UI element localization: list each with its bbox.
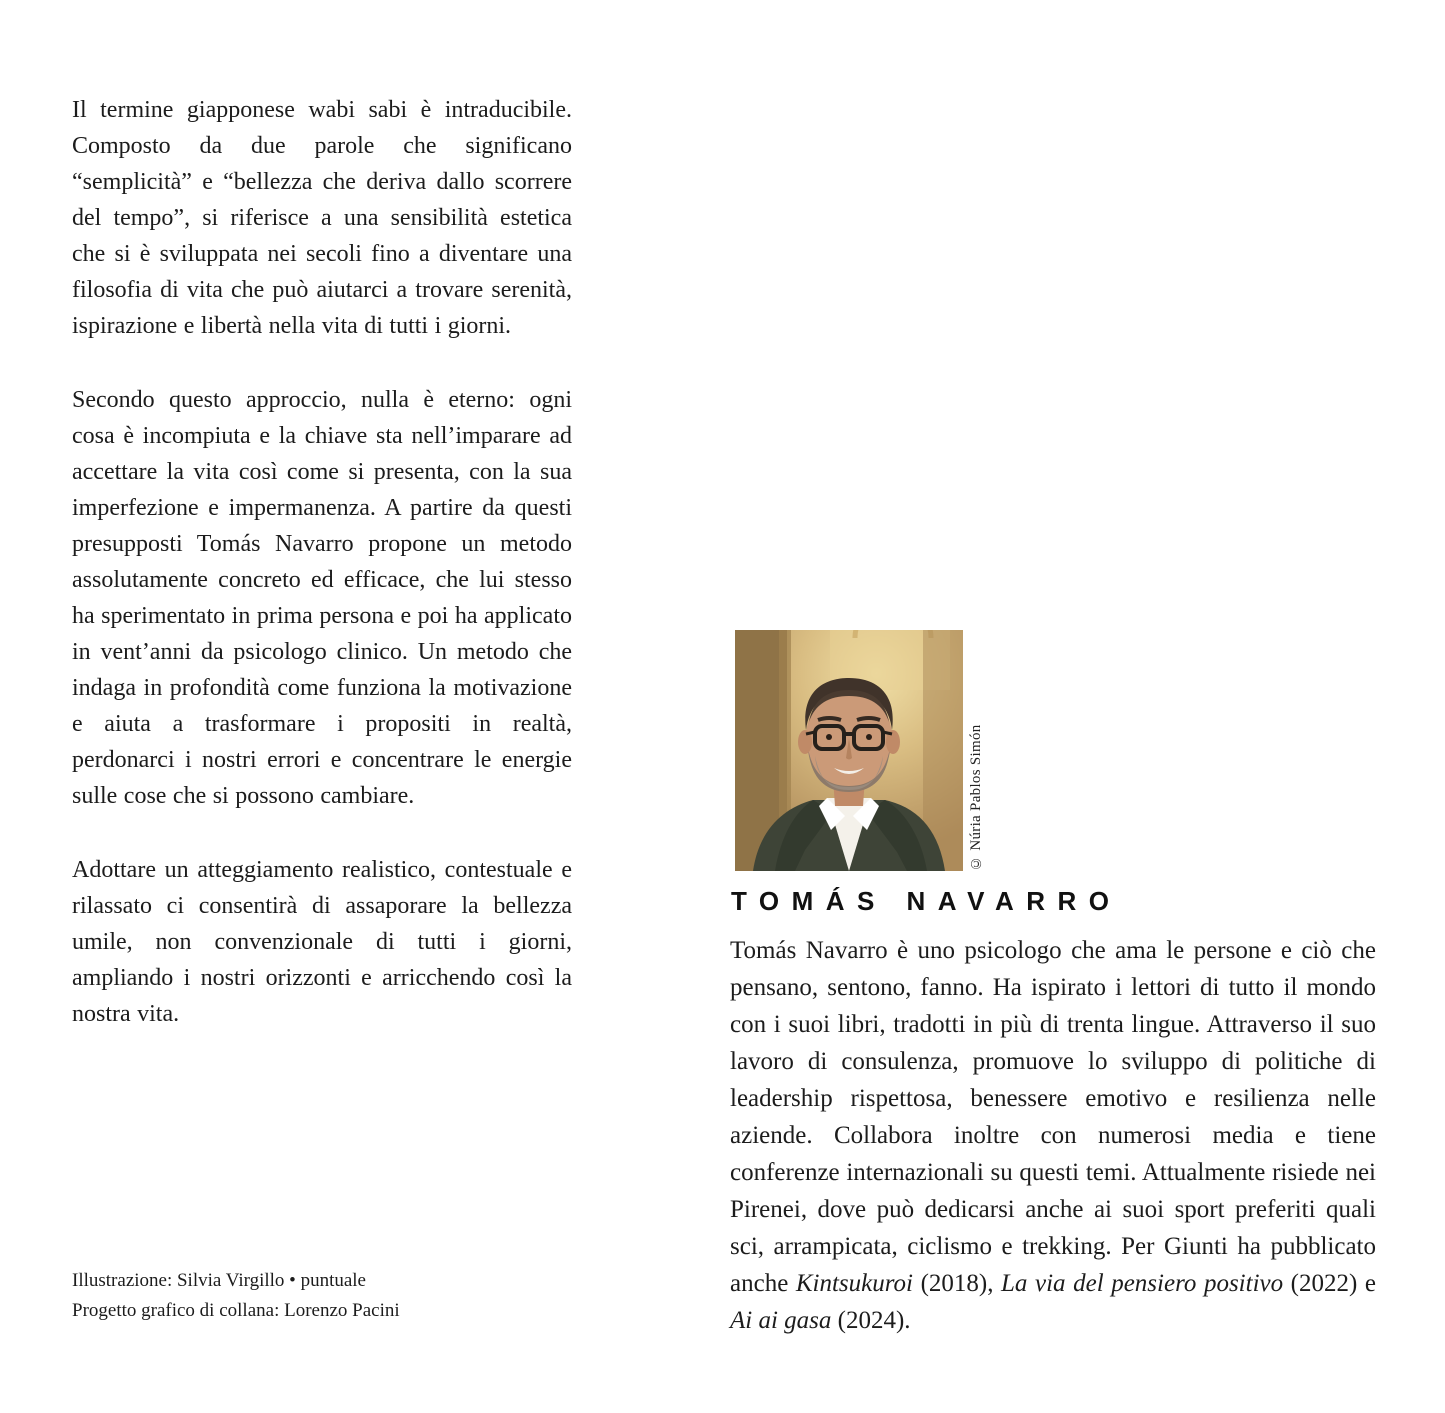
synopsis-paragraph-3: Adottare un atteggiamento realistico, contestuale e rilassato ci consentirà di assaporare la bellezza umile, non convenzionale di tutti i giorni, ampliando i nostri orizzonti e arricchendo così la nostra vita.: [72, 857, 572, 1027]
left-flap: [72, 92, 572, 1032]
design-credit: Progetto grafico di collana: Lorenzo Pacini: [72, 1300, 400, 1321]
author-portrait-illustration: [735, 630, 963, 871]
illustration-credit: Illustrazione: Silvia Virgillo • puntuale: [72, 1270, 366, 1291]
author-name-heading: TOMÁS NAVARRO: [731, 886, 1122, 916]
synopsis-paragraph-2: Secondo questo approccio, nulla è eterno: ogni cosa è incompiuta e la chiave sta nell’imparare ad accettare la vita così come si presenta, con la sua imperfezione e impermanenza. A partire da questi presupposti Tomás Navarro propone un metodo assolutamente concreto ed efficace, che lui stesso ha sperimentato in prima persona e poi ha applicato in vent’anni da psicologo clinico. Un metodo che indaga in profondità come funziona la motivazione e aiuta a trasformare i propositi in realtà, perdonarci i nostri errori e concentrare le energie sulle cose che si possono cambiare.: [72, 387, 572, 809]
author-photo: [735, 630, 963, 871]
author-bio: Tomás Navarro è uno psicologo che ama le persone e ciò che pensano, sentono, fanno. Ha ispirato i lettori di tutto il mondo con i suoi libri, tradotti in più di trenta lingue. Attraverso il suo lavoro di consulenza, promuove lo sviluppo di politiche di leadership rispettosa, benessere emotivo e resilienza nelle aziende. Collabora inoltre con numerosi media e tiene conferenze internazionali su questi temi. Attualmente risiede nei Pirenei, dove può dedicarsi anche ai suoi sport preferiti quali sci, arrampicata, ciclismo e trekking. Per Giunti ha pubblicato anche Kintsukuroi (2018), La via del pensiero positivo (2022) e Ai ai gasa (2024).: [730, 937, 1376, 1334]
synopsis-paragraph-1: Il termine giapponese wabi sabi è intraducibile. Composto da due parole che significano “semplicità” e “bellezza che deriva dallo scorrere del tempo”, si riferisce a una sensibilità estetica che si è sviluppata nei secoli fino a diventare una filosofia di vita che può aiutarci a trovare serenità, ispirazione e libertà nella vita di tutti i giorni.: [72, 97, 572, 339]
credits-block: [72, 1266, 592, 1326]
photo-credit: © Núria Pablos Simón: [968, 724, 984, 871]
